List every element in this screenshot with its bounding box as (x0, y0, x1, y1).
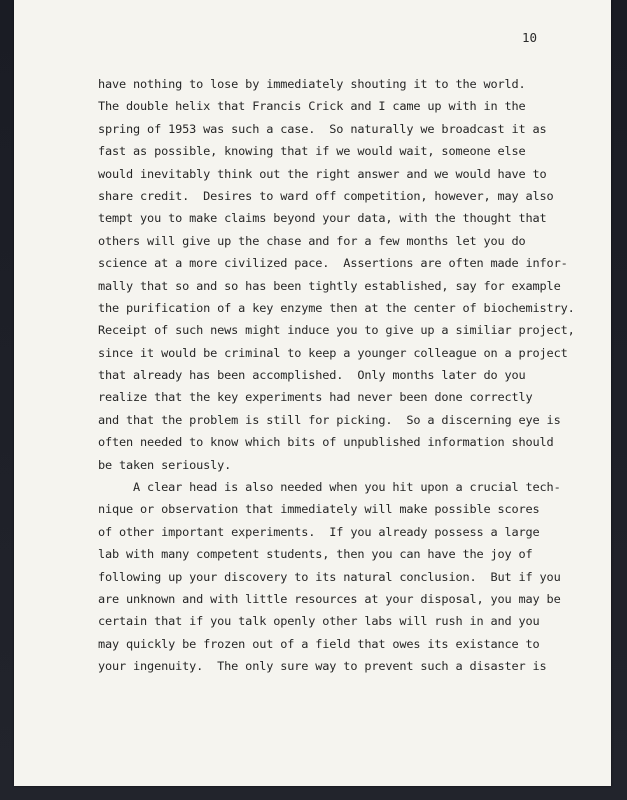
text-line: nique or observation that immediately will make possible scores (98, 502, 540, 517)
text-line: The double helix that Francis Crick and I came up with in the (98, 99, 526, 114)
text-line: tempt you to make claims beyond your data, with the thought that (98, 211, 547, 226)
text-line: may quickly be frozen out of a field that owes its existance to (98, 636, 540, 651)
text-line: fast as possible, knowing that if we would wait, someone else (98, 144, 526, 159)
text-line: since it would be criminal to keep a younger colleague on a project (98, 345, 568, 360)
text-line: mally that so and so has been tightly established, say for example (98, 278, 561, 293)
text-line: Receipt of such news might induce you to give up a similiar project, (98, 323, 575, 338)
text-line: have nothing to lose by immediately shouting it to the world. (98, 77, 526, 91)
text-line: your ingenuity. The only sure way to prevent such a disaster is (98, 659, 547, 674)
text-line: be taken seriously. (98, 457, 232, 472)
text-line: realize that the key experiments had never been done correctly (98, 390, 533, 405)
text-line: spring of 1953 was such a case. So naturally we broadcast it as (98, 121, 547, 136)
page-number: 10 (522, 30, 538, 45)
text-line: others will give up the chase and for a few months let you do (98, 233, 526, 248)
text-line: certain that if you talk openly other labs will rush in and you (98, 614, 540, 629)
text-line: following up your discovery to its natural conclusion. But if you (98, 569, 561, 584)
text-line: lab with many competent students, then you can have the joy of (98, 547, 533, 562)
text-line: often needed to know which bits of unpublished information should (98, 435, 554, 450)
text-line: and that the problem is still for picking. So a discerning eye is (98, 412, 561, 427)
text-line: of other important experiments. If you already possess a large (98, 524, 540, 539)
text-line: are unknown and with little resources at your disposal, you may be (98, 591, 561, 606)
body-text (98, 73, 618, 678)
text-line: that already has been accomplished. Only months later do you (98, 368, 526, 383)
document-page (14, 0, 611, 786)
text-line: A clear head is also needed when you hit upon a crucial tech- (98, 480, 561, 495)
text-line: the purification of a key enzyme then at the center of biochemistry. (98, 300, 575, 315)
text-line: share credit. Desires to ward off competition, however, may also (98, 188, 554, 203)
text-line: science at a more civilized pace. Assertions are often made infor- (98, 256, 568, 271)
text-line: would inevitably think out the right answer and we would have to (98, 166, 547, 181)
